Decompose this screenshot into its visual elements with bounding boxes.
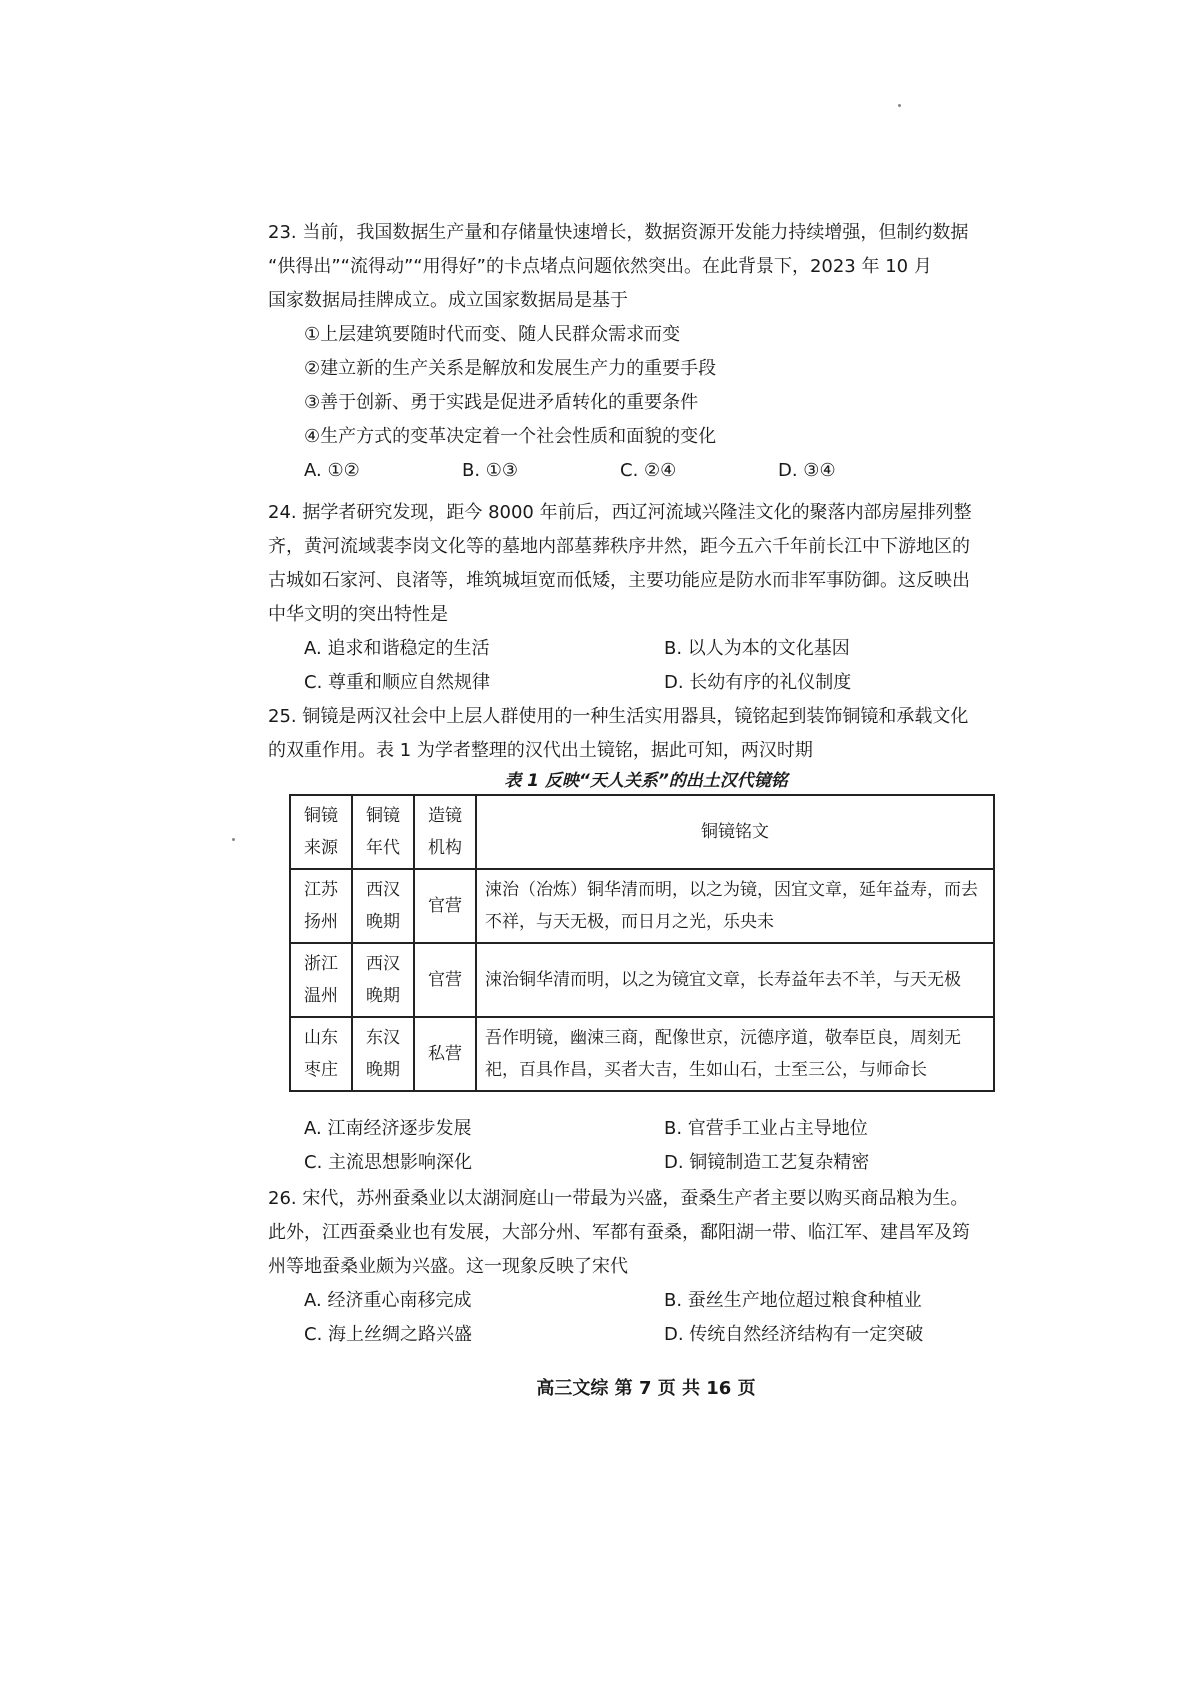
header-inscription: 铜镜铭文: [476, 795, 994, 869]
answer-choices: [268, 1284, 1024, 1318]
question-text-line: 国家数据局挂牌成立。成立国家数据局是基于: [268, 290, 628, 311]
header-era: 铜镜年代: [352, 795, 414, 869]
cell-org: 官营: [414, 869, 476, 943]
question-text-line: 26. 宋代，苏州蚕桑业以太湖洞庭山一带最为兴盛，蚕桑生产者主要以购买商品粮为生。: [268, 1188, 969, 1209]
question-text-line: 的双重作用。表 1 为学者整理的汉代出土镜铭，据此可知，两汉时期: [268, 740, 813, 761]
scan-speck: [898, 104, 901, 107]
cell-org: 私营: [414, 1017, 476, 1091]
table-row: [290, 943, 994, 1017]
question-text-line: 25. 铜镜是两汉社会中上层人群使用的一种生活实用器具，镜铭起到装饰铜镜和承载文化: [268, 706, 969, 727]
choice-d: D. 长幼有序的礼仪制度: [664, 672, 852, 693]
cell-source: 山东枣庄: [290, 1017, 352, 1091]
header-source: 铜镜来源: [290, 795, 352, 869]
table-header-row: [290, 795, 994, 869]
question-25: [268, 700, 1024, 768]
question-text-line: “供得出”“流得动”“用得好”的卡点堵点问题依然突出。在此背景下，2023 年 10 月: [268, 256, 932, 277]
statement-item: ②建立新的生产关系是解放和发展生产力的重要手段: [304, 358, 717, 379]
page-footer: 高三文综 第 7 页 共 16 页: [536, 1378, 756, 1399]
question-text-line: 24. 据学者研究发现，距今 8000 年前后，西辽河流域兴隆洼文化的聚落内部房屋排列整: [268, 502, 972, 523]
cell-source: 江苏扬州: [290, 869, 352, 943]
cell-era: 东汉晚期: [352, 1017, 414, 1091]
choice-d: D. 铜镜制造工艺复杂精密: [664, 1152, 870, 1173]
choice-a: A. 经济重心南移完成: [304, 1290, 472, 1311]
choice-d: D. ③④: [778, 460, 836, 481]
question-text-line: 古城如石家河、良渚等，堆筑城垣宽而低矮，主要功能应是防水而非军事防御。这反映出: [268, 570, 970, 591]
choice-a: A. 江南经济逐步发展: [304, 1118, 472, 1139]
answer-choices: [268, 632, 1024, 666]
answer-choices: [268, 666, 1024, 700]
choice-b: B. 官营手工业占主导地位: [664, 1118, 868, 1139]
question-text-line: 齐，黄河流域裴李岗文化等的墓地内部墓葬秩序井然，距今五六千年前长江中下游地区的: [268, 536, 970, 557]
choice-b: B. 以人为本的文化基因: [664, 638, 850, 659]
choice-c: C. 主流思想影响深化: [304, 1152, 473, 1173]
cell-source: 浙江温州: [290, 943, 352, 1017]
choice-a: A. ①②: [304, 460, 360, 481]
choice-c: C. ②④: [620, 460, 677, 481]
choice-c: C. 海上丝绸之路兴盛: [304, 1324, 473, 1345]
statement-item: ③善于创新、勇于实践是促进矛盾转化的重要条件: [304, 392, 699, 413]
choice-a: A. 追求和谐稳定的生活: [304, 638, 490, 659]
choice-b: B. 蚕丝生产地位超过粮食种植业: [664, 1290, 922, 1311]
table-caption: 表 1 反映“天人关系”的出土汉代镜铭: [504, 771, 788, 791]
answer-choices: [268, 1112, 1024, 1146]
question-text-line: 此外，江西蚕桑业也有发展，大部分州、军都有蚕桑，鄱阳湖一带、临江军、建昌军及筠: [268, 1222, 970, 1243]
choice-b: B. ①③: [462, 460, 519, 481]
question-text-line: 中华文明的突出特性是: [268, 604, 448, 625]
answer-choices: [268, 1318, 1024, 1352]
question-25-choices: [268, 1112, 1024, 1180]
table-row: [290, 869, 994, 943]
question-text-line: 23. 当前，我国数据生产量和存储量快速增长，数据资源开发能力持续增强，但制约数据: [268, 222, 969, 243]
table-row: [290, 1017, 994, 1091]
mirror-inscription-table: [289, 794, 995, 1092]
choice-c: C. 尊重和顺应自然规律: [304, 672, 491, 693]
question-26: [268, 1182, 1024, 1352]
cell-inscription: 涑治（冶炼）铜华清而明，以之为镜，因宜文章，延年益寿，而去不祥，与天无极，而日月之光，乐央未: [476, 869, 994, 943]
cell-inscription: 涑治铜华清而明，以之为镜宜文章，长寿益年去不羊，与天无极: [476, 943, 994, 1017]
cell-era: 西汉晚期: [352, 869, 414, 943]
header-org: 造镜机构: [414, 795, 476, 869]
choice-d: D. 传统自然经济结构有一定突破: [664, 1324, 924, 1345]
cell-org: 官营: [414, 943, 476, 1017]
scan-speck: [232, 838, 235, 841]
answer-choices: [268, 1146, 1024, 1180]
cell-inscription: 吾作明镜，幽涑三商，配像世京，沅德序道，敬奉臣良，周刻无祀，百具作昌，买者大吉，生如山石，士至三公，与师命长: [476, 1017, 994, 1091]
question-24: [268, 496, 1024, 700]
statement-item: ④生产方式的变革决定着一个社会性质和面貌的变化: [304, 426, 717, 447]
question-23: [268, 216, 1024, 488]
cell-era: 西汉晚期: [352, 943, 414, 1017]
statement-item: ①上层建筑要随时代而变、随人民群众需求而变: [304, 324, 681, 345]
answer-choices: [268, 454, 1024, 488]
question-text-line: 州等地蚕桑业颇为兴盛。这一现象反映了宋代: [268, 1256, 628, 1277]
